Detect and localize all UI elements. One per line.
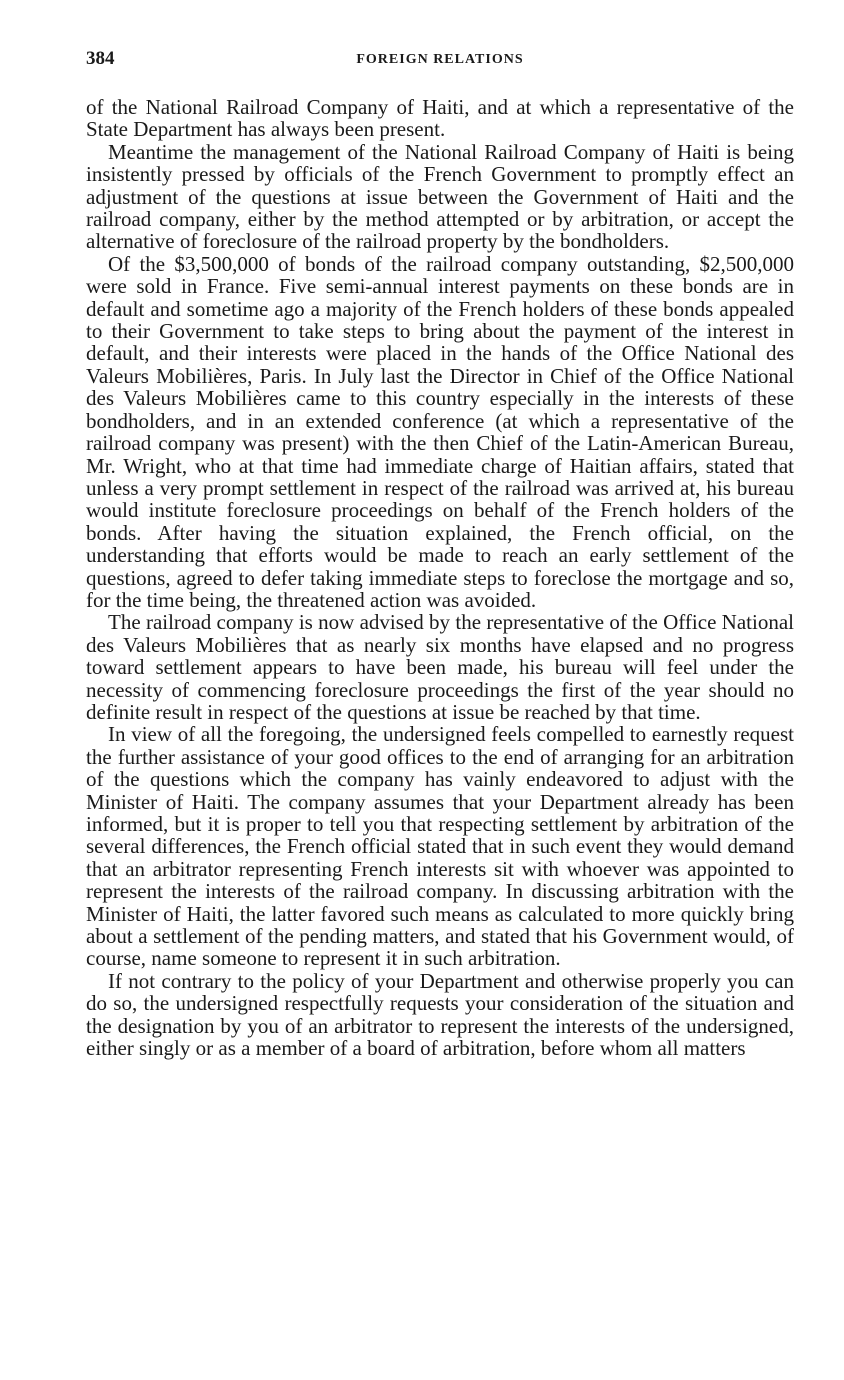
paragraph-continued: of the National Railroad Company of Haiti, and at which a representative of the State Department has always been present. [86,95,794,142]
body-text [86,96,794,1059]
paragraph: Of the $3,500,000 of bonds of the railroad company outstanding, $2,500,000 were sold in France. Five semi-annual interest payments on these bonds are in default and sometime ago a majority of the French holders of these bonds appealed to their Government to take steps to bring about the payment of the interest in default, and their interests were placed in the hands of the Office National des Valeurs Mobilières, Paris. In July last the Director in Chief of the Office National des Valeurs Mobilières came to this country especially in the interests of these bondholders, and in an extended conference (at which a representative of the railroad company was present) with the then Chief of the Latin-American Bureau, Mr. Wright, who at that time had immediate charge of Haitian affairs, stated that unless a very prompt settlement in respect of the railroad was arrived at, his bureau would institute foreclosure proceedings on behalf of the French holders of the bonds. After having the situation explained, the French official, on the understanding that efforts would be made to reach an early settlement of the questions, agreed to defer taking immediate steps to foreclose the mortgage and so, for the time being, the threatened action was avoided. [86,251,794,612]
page-number: 384 [86,48,115,69]
paragraph: The railroad company is now advised by the representative of the Office National des Valeurs Mobilières that as nearly six months have elapsed and no progress toward settlement appears to have been made, his bureau will feel under the necessity of commencing foreclosure proceedings the first of the year should no definite result in respect of the questions at issue be reached by that time. [86,610,794,724]
page-header [86,48,794,74]
running-head: FOREIGN RELATIONS [356,52,524,67]
paragraph: In view of all the foregoing, the undersigned feels compelled to earnestly request the further assistance of your good offices to the end of arranging for an arbitration of the questions which the company has vainly endeavored to adjust with the Minister of Haiti. The company assumes that your Department already has been informed, but it is proper to tell you that respecting settlement by arbitration of the several differences, the French official stated that in such event they would demand that an arbitrator representing French interests sit with whoever was appointed to represent the interests of the railroad company. In discussing arbitration with the Minister of Haiti, the latter favored such means as calculated to more quickly bring about a settlement of the pending matters, and stated that his Government would, of course, name someone to represent it in such arbitration. [86,722,794,971]
paragraph: If not contrary to the policy of your Department and otherwise properly you can do so, the undersigned respectfully requests your consideration of the situation and the designation by you of an arbitrator to represent the interests of the undersigned, either singly or as a member of a board of arbitration, before whom all matters [86,968,794,1061]
paragraph: Meantime the management of the National Railroad Company of Haiti is being insistently pressed by officials of the French Government to promptly effect an adjustment of the questions at issue between the Government of Haiti and the railroad company, either by the method attempted or by arbitration, or accept the alternative of foreclosure of the railroad property by the bondholders. [86,139,794,254]
